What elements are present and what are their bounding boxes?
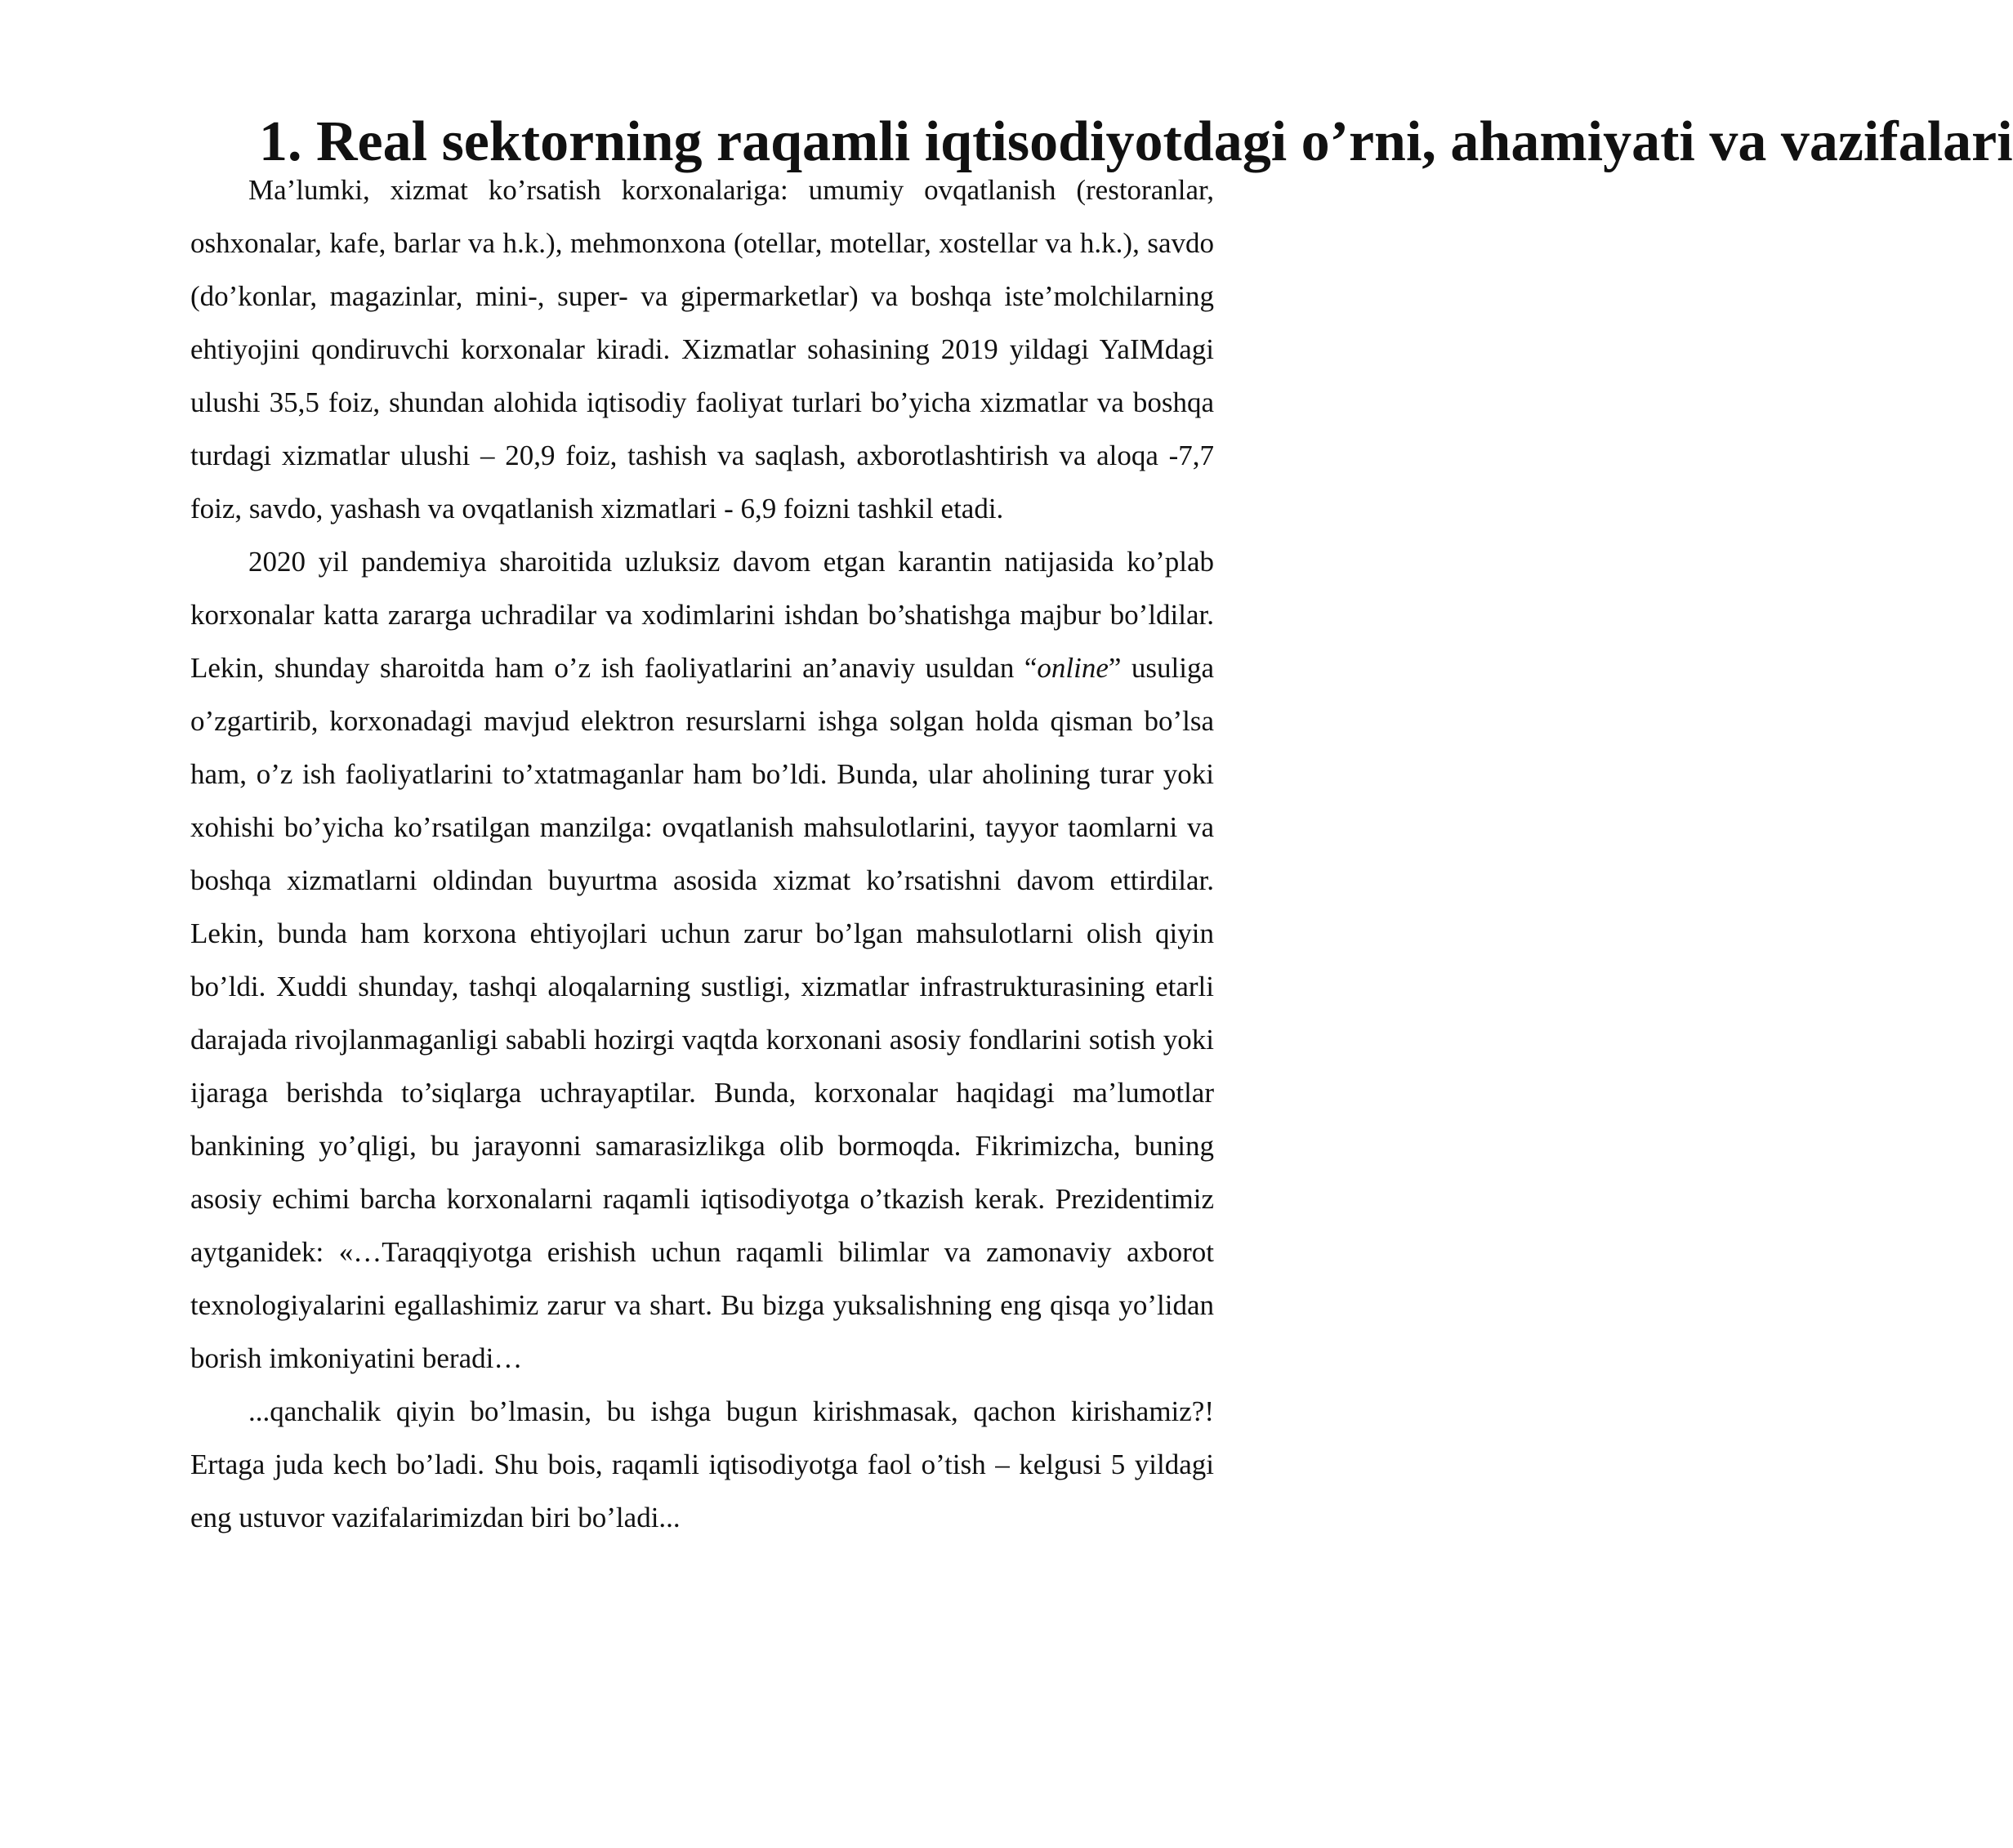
paragraph-quote-continuation: ...qanchalik qiyin bo’lmasin, bu ishga bugun kirishmasak, qachon kirishamiz?! Ertaga juda kech bo’ladi. Shu bois, raqamli iqtisodiyotga faol o’tish – kelgusi 5 yildagi eng ustuvor vazifalarimizdan biri bo’ladi... xyxy=(190,1395,1214,1533)
paragraph-pandemic-impact xyxy=(190,535,1214,1385)
paragraph-pandemic-impact-text-after: ” usuliga o’zgartirib, korxonadagi mavjud elektron resurslarni ishga solgan holda qisman bo’lsa ham, o’z ish faoliyatlarini to’xtatmaganlar ham bo’ldi. Bunda, ular aholining turar yoki xohishi bo’yicha ko’rsatilgan manzilga: ovqatlanish mahsulotlarini, tayyor taomlarni va boshqa xizmatlarni oldindan buyurtma asosida xizmat ko’rsatishni davom ettirdilar. Lekin, bunda ham korxona ehtiyojlari uchun zarur bo’lgan mahsulotlarni olish qiyin bo’ldi. Xuddi shunday, tashqi aloqalarning sustligi, xizmatlar infrastrukturasining etarli darajada rivojlanmaganligi sababli hozirgi vaqtda korxonani asosiy fondlarini sotish yoki ijaraga berishda to’siqlarga uchrayaptilar. Bunda, korxonalar haqidagi ma’lumotlar bankining yo’qligi, bu jarayonni samarasizlikga olib bormoqda. Fikrimizcha, buning asosiy echimi barcha korxonalarni raqamli iqtisodiyotga o’tkazish kerak. Prezidentimiz aytganidek: «…Taraqqiyotga erishish uchun raqamli bilimlar va zamonaviy axborot texnologiyalarini egallashimiz zarur va shart. Bu bizga yuksalishning eng qisqa yo’lidan borish imkoniyatini beradi… xyxy=(190,652,1215,1374)
paragraph-services-overview: Ma’lumki, xizmat ko’rsatish korxonalariga: umumiy ovqatlanish (restoranlar, oshxonalar, kafe, barlar va h.k.), mehmonxona (otellar, motellar, xostellar va h.k.), savdo (do’konlar, magazinlar, mini-, super- va gipermarketlar) va boshqa iste’molchilarning ehtiyojini qondiruvchi korxonalar kiradi. Xizmatlar sohasining 2019 yildagi YaIMdagi ulushi 35,5 foiz, shundan alohida iqtisodiy faoliyat turlari bo’yicha xizmatlar va boshqa turdagi xizmatlar ulushi – 20,9 foiz, tashish va saqlash, axborotlashtirish va aloqa -7,7 foiz, savdo, yashash va ovqatlanish xizmatlari - 6,9 foizni tashkil etadi. xyxy=(190,174,1214,524)
paragraph-pandemic-impact-text-before: 2020 yil pandemiya sharoitida uzluksiz davom etgan karantin natijasida ko’plab korxonalar katta zararga uchradilar va xodimlarini ishdan bo’shatishga majbur bo’ldilar. Lekin, shunday sharoitda ham o’z ish faoliyatlarini an’anaviy usuldan “ xyxy=(190,546,1214,684)
online-term: online xyxy=(1037,652,1109,684)
document-page xyxy=(190,110,2013,1544)
section-heading: 1. Real sektorning raqamli iqtisodiyotdagi o’rni, ahamiyati va vazifalari xyxy=(259,110,2013,173)
